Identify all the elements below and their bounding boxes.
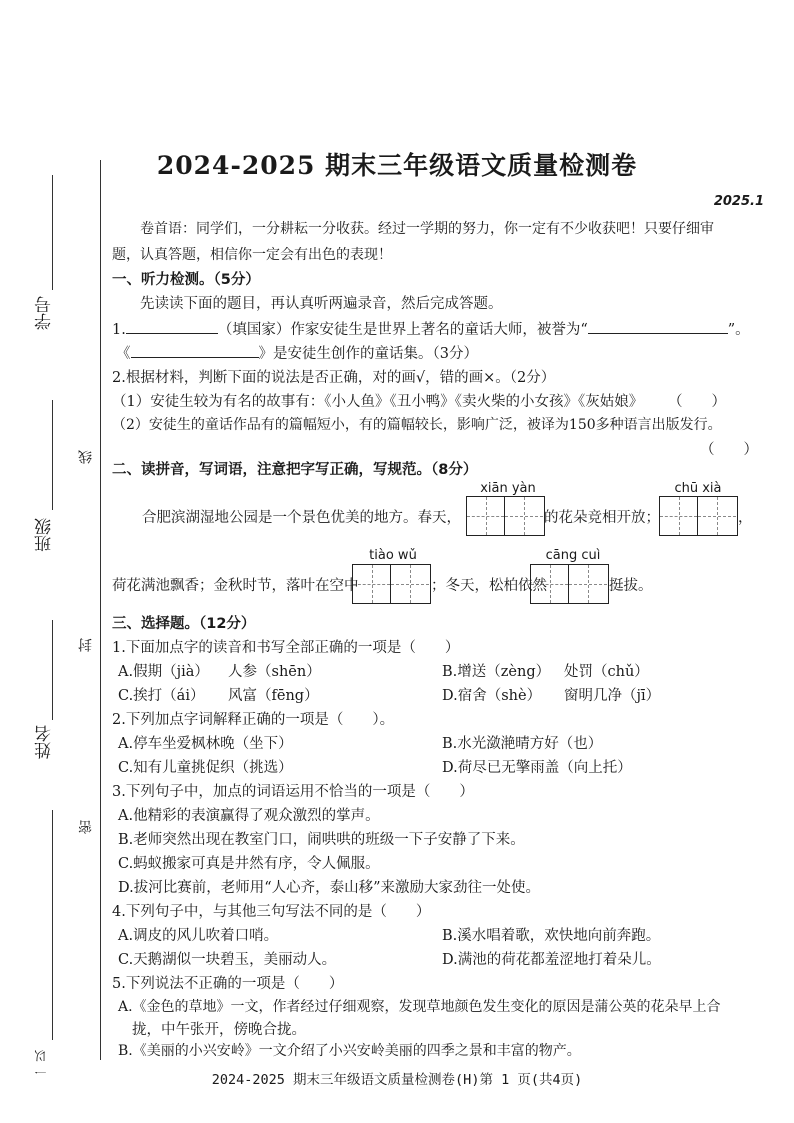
s1-q1-text-d: 》是安徒生创作的童话集。（3分） [258,346,478,362]
s2-line2-c: 挺拔。 [609,578,653,594]
s3-q1-C2: 风富（fēng） [228,688,319,704]
s1-q2: 2.根据材料，判断下面的说法是否正确，对的画√，错的画×。（2分） [112,370,556,386]
seal-mark-seal: 封 [78,638,94,652]
seal-mark-secret: 密 [78,820,94,834]
s1-q1 [112,318,750,339]
s1-q2-2: （2）安徒生的童话作品有的篇幅短小，有的篇幅较长，影响广泛，被译为150多种语言出版发行。 [112,417,722,433]
s1-q1-line2 [116,342,478,363]
s3-q1-D1: D.宿舍（shè） [442,688,542,704]
section1-intro: 先读读下面的题目，再认真听两遍录音，然后完成答题。 [140,296,503,312]
s1-q2-2-paren[interactable]: （ ） [700,442,758,458]
pinyin-cangcui: cāng cuì [545,548,601,563]
section3-heading: 三、选择题。（12分） [112,616,256,632]
grid-cell[interactable] [660,497,698,535]
title-blank[interactable] [588,319,728,334]
s2-line2-b: ；冬天，松柏依然 [431,578,547,594]
s3-q4: 4.下列句子中，与其他三句写法不同的是（ ） [112,904,431,920]
s2-line2-a: 荷花满池飘香；金秋时节，落叶在空中 [112,578,359,594]
collection-blank[interactable] [131,343,259,358]
page-footer: 2024-2025 期末三年级语文质量检测卷(H)第 1 页(共4页) [211,1072,583,1088]
s3-q1-C1: C.挨打（ái） [118,688,205,704]
s3-q2: 2.下列加点字词解释正确的一项是（ ）。 [112,712,395,728]
s3-q5-A2: 拢，中午张开，傍晚合拢。 [132,1022,306,1038]
s3-q5-A1: A.《金色的草地》一文，作者经过仔细观察，发现草地颜色发生变化的原因是蒲公英的花朵早上合 [118,999,721,1015]
preface-line-2: 题，认真答题，相信你一定会有出色的表现！ [112,247,392,263]
seat-field[interactable] [52,810,53,1040]
s1-q2-1: （1）安徒生较为有名的故事有：《小人鱼》《丑小鸭》《卖火柴的小女孩》《灰姑娘》 [112,394,644,410]
cut-label: 一 以 [34,1050,48,1078]
student-no-field[interactable] [52,175,53,290]
s3-q1-B1: B.增送（zèng） [442,664,551,680]
s3-q5-B: B.《美丽的小兴安岭》一文介绍了小兴安岭美丽的四季之景和丰富的物产。 [118,1043,581,1059]
s3-q4-A: A.调皮的风儿吹着口哨。 [118,928,279,944]
write-grid-tiaowu[interactable] [352,564,431,604]
class-label: 班级 [35,518,55,552]
s3-q1-A2: 人参（shēn） [228,664,321,680]
name-label: 姓名 [35,725,55,759]
s3-q1-B2: 处罚（chǔ） [564,664,649,680]
exam-date: 2025.1 [713,194,764,209]
page-title: 2024-2025 期末三年级语文质量检测卷 [156,151,638,180]
s2-line1-b: 的花朵竞相开放； [544,510,660,526]
s3-q3-C: C.蚂蚁搬家可真是井然有序，令人佩服。 [118,856,380,872]
pinyin-tiaowu: tiào wǔ [369,548,417,563]
s3-q1-A1: A.假期（jià） [118,664,209,680]
write-grid-chuxia[interactable] [659,496,738,536]
s3-q5: 5.下列说法不正确的一项是（ ） [112,976,344,992]
s3-q2-C: C.知有儿童挑促织（挑选） [118,760,293,776]
s3-q3-B: B.老师突然出现在教室门口，闹哄哄的班级一下子安静了下来。 [118,832,525,848]
grid-cell[interactable] [467,497,505,535]
grid-cell[interactable] [698,497,736,535]
country-blank[interactable] [126,319,218,334]
pinyin-chuxia: chū xià [674,481,722,496]
s3-q4-C: C.天鹅湖似一块碧玉，美丽动人。 [118,952,337,968]
s2-line1-c: ， [738,510,753,526]
binding-line [100,160,101,1060]
section2-heading: 二、读拼音，写词语，注意把字写正确，写规范。（8分） [112,462,478,478]
student-no-label: 学号 [35,296,55,330]
seal-mark-line: 线 [78,450,94,464]
section1-heading: 一、听力检测。（5分） [112,272,260,288]
grid-cell[interactable] [569,565,607,603]
s3-q4-D: D.满池的荷花都羞涩地打着朵儿。 [442,952,661,968]
s3-q3: 3.下列句子中，加点的词语运用不恰当的一项是（ ） [112,784,474,800]
preface-line-1: 卷首语：同学们，一分耕耘一分收获。经过一学期的努力，你一定有不少收获吧！只要仔细审 [140,221,714,237]
s2-line1-a: 合肥滨湖湿地公园是一个景色优美的地方。春天， [142,510,461,526]
s1-q2-1-paren[interactable]: （ ） [668,394,726,410]
class-field[interactable] [52,400,53,510]
s1-q1-text-a: （填国家）作家安徒生是世界上著名的童话大师，被誉为“ [217,322,588,338]
s1-q1-text-b: ”。 [727,322,750,338]
s3-q2-B: B.水光潋滟晴方好（也） [442,736,603,752]
write-grid-xianyan[interactable] [466,496,545,536]
grid-cell[interactable] [391,565,429,603]
s1-q1-num: 1. [112,322,126,338]
s3-q4-B: B.溪水唱着歌，欢快地向前奔跑。 [442,928,661,944]
grid-cell[interactable] [505,497,543,535]
s3-q2-A: A.停车坐爱枫林晚（坐下） [118,736,293,752]
name-field[interactable] [52,620,53,720]
s3-q2-D: D.荷尽已无擎雨盖（向上托） [442,760,632,776]
pinyin-xianyan: xiān yàn [480,481,536,496]
s3-q1: 1.下面加点字的读音和书写全部正确的一项是（ ） [112,640,460,656]
s1-q1-text-c: 《 [116,346,131,362]
s3-q3-A: A.他精彩的表演赢得了观众激烈的掌声。 [118,808,380,824]
s3-q1-D2: 窗明几净（jī） [564,688,661,704]
s3-q3-D: D.拔河比赛前，老师用“人心齐，泰山移”来激励大家劲往一处使。 [118,880,541,896]
